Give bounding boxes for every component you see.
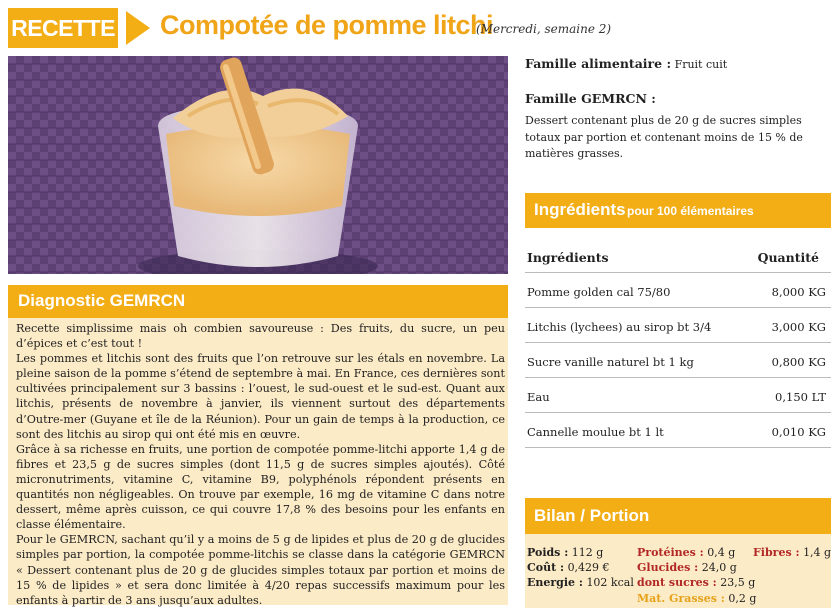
proteines-value: 0,4 g [707,546,736,559]
diagnostic-paragraph: Recette simplissime mais oh combien savoureuse : Des fruits, du sucre, un peu d’épices et c’est tout ! [16,322,505,351]
badge-label: RECETTE [11,15,115,41]
fibres-label: Fibres : [753,546,800,559]
bilan-glucides [637,561,737,574]
diagnostic-text [16,321,505,608]
table-row [525,413,831,448]
ingredient-name: Eau [527,390,550,404]
page-title: Compotée de pomme litchi [160,10,494,40]
table-row [525,308,831,343]
bilan-cout [527,561,610,574]
energie-label: Energie : [527,576,583,589]
famille-gemrcn-label: Famille GEMRCN : [525,91,656,106]
ingredient-quantity: 3,000 KG [771,320,826,334]
diagnostic-paragraph: Grâce à sa richesse en fruits, une portion de compotée pomme-litchi apporte 1,4 g de fibres et 23,5 g de sucres simples (dont 11,5 g de sucres simples ajoutés). Côté micronutriments, vitamine C, vitamine B9, polyphénols répondent présents en quantités non négligeables. On trouve par exemple, 16 mg de vitamine C dans notre dessert, même après cuisson, ce qui couvre 17,8 % des besoins pour les enfants en classe élémentaire. [16,442,505,532]
diagnostic-header [8,285,508,318]
famille-alimentaire-label: Famille alimentaire : [525,56,672,71]
sucres-label: dont sucres : [637,576,717,589]
table-header-row [525,244,831,273]
ingredient-quantity: 0,800 KG [771,355,826,369]
energie-value: 102 kcal [586,576,634,589]
ingredient-name: Cannelle moulue bt 1 lt [527,425,664,439]
bilan-poids [527,546,603,559]
ingredient-quantity: 8,000 KG [771,285,826,299]
ingredient-quantity: 0,010 KG [771,425,826,439]
glucides-value: 24,0 g [701,561,737,574]
arrow-right-icon [126,11,150,45]
famille-alimentaire-value: Fruit cuit [674,58,728,71]
poids-value: 112 g [571,546,604,559]
bilan-header [525,498,831,534]
bilan-proteines [637,546,735,559]
bilan-panel [525,498,831,608]
diagnostic-paragraph: Les pommes et litchis sont des fruits que l’on retrouve sur les étals en novembre. La pleine saison de la pomme s’étend de septembre à mai. En France, ces dernières sont cultivées principalement sur 3 bassins : l’ouest, le sud-ouest et le sud-est. Quant aux litchis, présents de novembre à janvier, ils viennent surtout des départements d’Outre-mer (Guyane et île de la Réunion). Pour un gain de temps à la production, ce sont des litchis au sirop qui ont été mis en œuvre. [16,352,505,441]
ingredients-table [525,244,831,448]
bilan-title: Bilan / Portion [534,506,650,525]
ingredients-title-suffix: pour 100 élémentaires [627,204,754,218]
mat-grasses-value: 0,2 g [728,592,757,605]
table-row [525,273,831,308]
recette-badge [8,8,118,48]
diagnostic-panel [8,285,508,605]
bilan-mat-grasses [637,592,756,605]
recipe-photo [8,56,508,274]
fibres-value: 1,4 g [803,546,832,559]
famille-gemrcn-value: Dessert contenant plus de 20 g de sucres simples totaux par portion et contenant moins de 15 % de matières grasses. [525,114,803,160]
ingredient-name: Litchis (lychees) au sirop bt 3/4 [527,320,712,334]
cout-label: Coût : [527,561,565,574]
diagnostic-title: Diagnostic GEMRCN [18,291,186,310]
mat-grasses-label: Mat. Grasses : [637,592,725,605]
bilan-sucres [637,576,755,589]
page-subtitle: (Mercredi, semaine 2) [476,22,612,36]
bilan-fibres [753,546,831,559]
cout-value: 0,429 € [567,561,610,574]
famille-alimentaire [525,56,831,71]
ingredient-quantity: 0,150 LT [775,390,826,404]
ingredients-title: Ingrédients [534,200,626,219]
ingredient-name: Pomme golden cal 75/80 [527,285,671,299]
ingredient-name: Sucre vanille naturel bt 1 kg [527,355,694,369]
column-header-ingredient: Ingrédients [527,250,609,265]
column-header-quantity: Quantité [757,250,819,265]
diagnostic-paragraph: Pour le GEMRCN, sachant qu’il y a moins de 5 g de lipides et plus de 20 g de glucides simples par portion, la compotée pomme-litchis se classe dans la catégorie GEMRCN « Dessert contenant plus de 20 g de glucides simples totaux par portion et moins de 15 % de lipides » et sera donc limitée à 4/20 repas successifs maximum pour les enfants à partir de 3 ans jusqu’aux adultes. [16,533,505,607]
proteines-label: Protéines : [637,546,704,559]
bilan-energie [527,576,634,589]
poids-label: Poids : [527,546,569,559]
glucides-label: Glucides : [637,561,699,574]
ingredients-header [525,193,831,228]
table-row [525,343,831,378]
table-row [525,378,831,413]
sucres-value: 23,5 g [720,576,756,589]
